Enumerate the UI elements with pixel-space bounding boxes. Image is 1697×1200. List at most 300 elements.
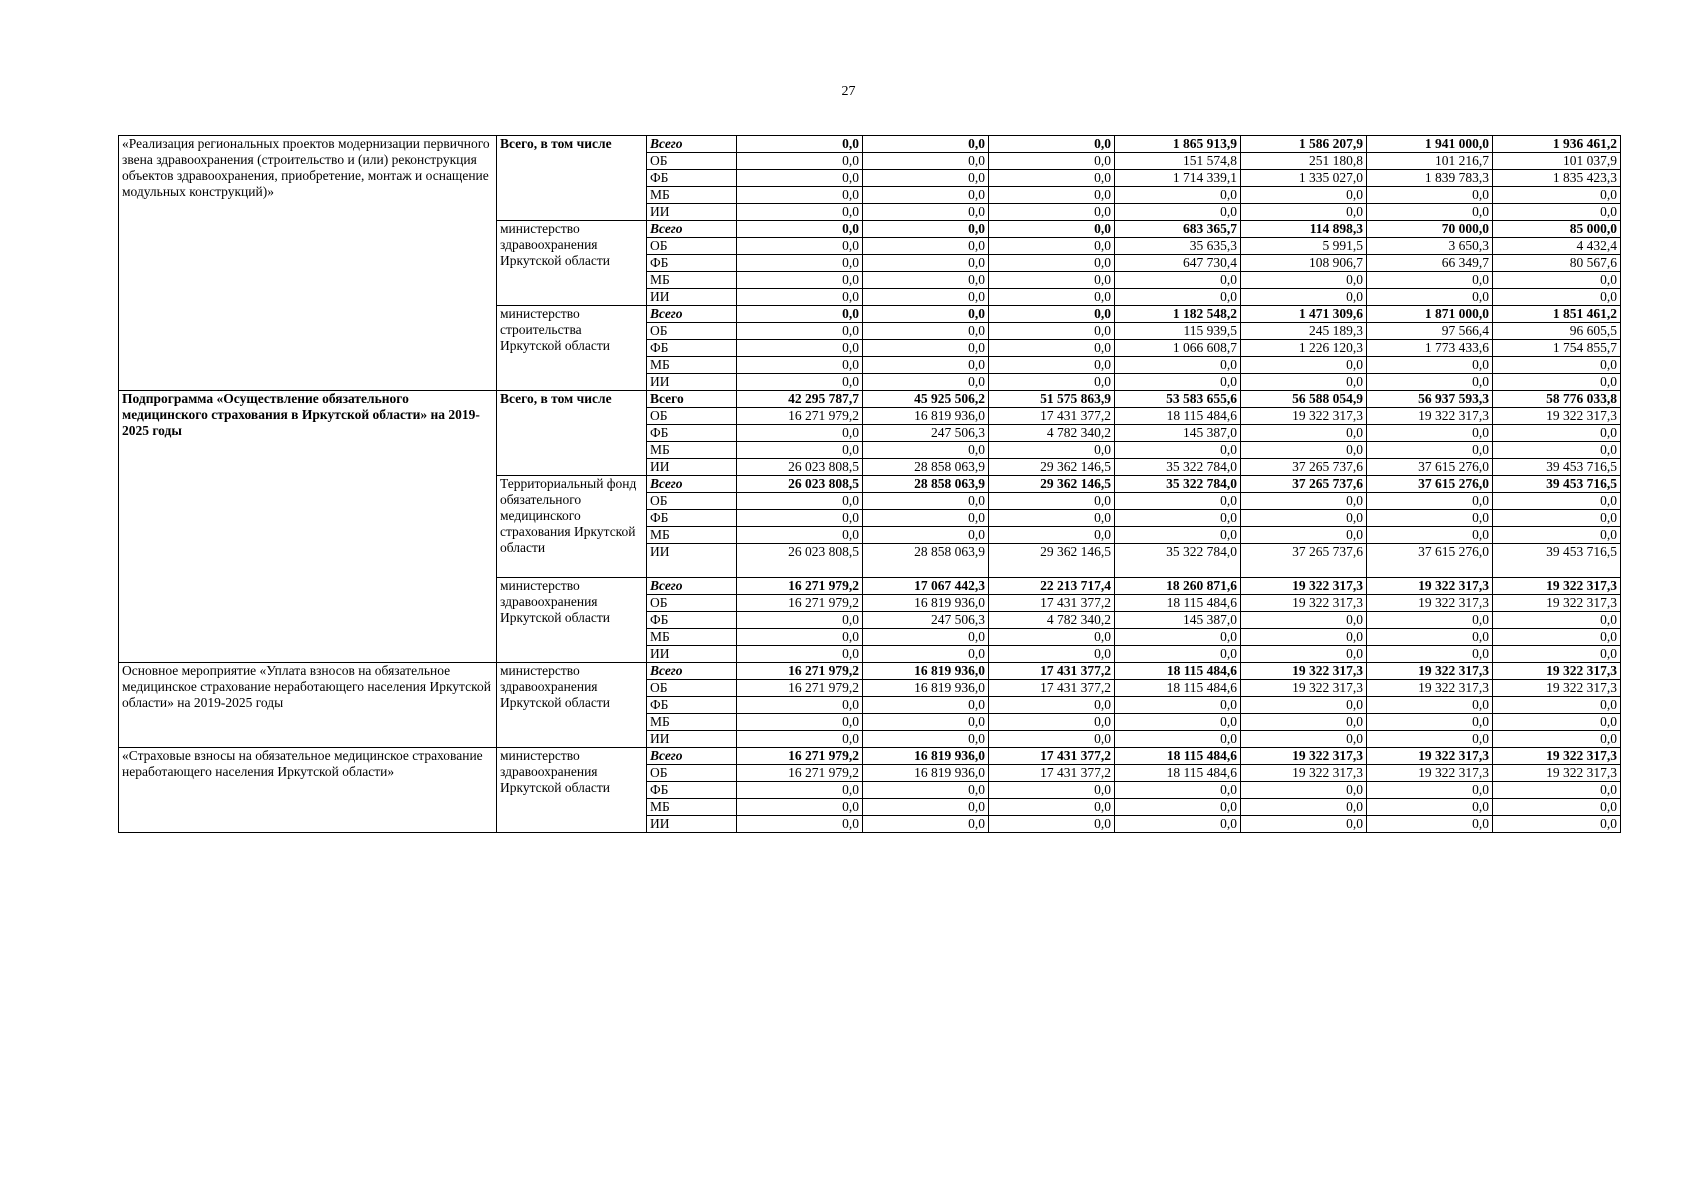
amount-cell: 1 839 783,3 [1367,170,1493,187]
funding-source-cell: ФБ [647,255,737,272]
amount-cell: 0,0 [1493,714,1621,731]
funding-source-cell: МБ [647,357,737,374]
amount-cell: 19 322 317,3 [1493,680,1621,697]
amount-cell: 18 115 484,6 [1115,748,1241,765]
amount-cell: 0,0 [737,153,863,170]
amount-cell: 0,0 [1367,493,1493,510]
amount-cell: 0,0 [1115,204,1241,221]
amount-cell: 51 575 863,9 [989,391,1115,408]
amount-cell: 0,0 [1367,612,1493,629]
amount-cell: 0,0 [1241,782,1367,799]
funding-source-cell: МБ [647,714,737,731]
amount-cell: 0,0 [863,204,989,221]
amount-cell: 0,0 [1241,799,1367,816]
amount-cell: 28 858 063,9 [863,544,989,578]
amount-cell: 80 567,6 [1493,255,1621,272]
amount-cell: 0,0 [863,136,989,153]
amount-cell: 18 115 484,6 [1115,595,1241,612]
funding-source-cell: Всего [647,136,737,153]
amount-cell: 0,0 [863,238,989,255]
amount-cell: 19 322 317,3 [1241,595,1367,612]
amount-cell: 1 865 913,9 [1115,136,1241,153]
amount-cell: 0,0 [737,425,863,442]
funding-source-cell: ИИ [647,459,737,476]
amount-cell: 4 782 340,2 [989,425,1115,442]
amount-cell: 0,0 [989,153,1115,170]
amount-cell: 0,0 [1493,204,1621,221]
amount-cell: 0,0 [1493,629,1621,646]
amount-cell: 0,0 [863,731,989,748]
amount-cell: 19 322 317,3 [1367,748,1493,765]
amount-cell: 26 023 808,5 [737,459,863,476]
amount-cell: 0,0 [989,272,1115,289]
amount-cell: 0,0 [989,510,1115,527]
amount-cell: 0,0 [1115,493,1241,510]
amount-cell: 17 431 377,2 [989,680,1115,697]
amount-cell: 19 322 317,3 [1367,595,1493,612]
amount-cell: 16 819 936,0 [863,595,989,612]
amount-cell: 1 754 855,7 [1493,340,1621,357]
funding-source-cell: ФБ [647,697,737,714]
funding-source-cell: ФБ [647,425,737,442]
amount-cell: 0,0 [737,323,863,340]
amount-cell: 0,0 [989,289,1115,306]
amount-cell: 22 213 717,4 [989,578,1115,595]
funding-source-cell: МБ [647,272,737,289]
amount-cell: 0,0 [989,136,1115,153]
funding-source-cell: ИИ [647,204,737,221]
amount-cell: 0,0 [737,612,863,629]
amount-cell: 0,0 [989,629,1115,646]
funding-source-cell: ИИ [647,289,737,306]
amount-cell: 0,0 [1241,612,1367,629]
amount-cell: 1 471 309,6 [1241,306,1367,323]
amount-cell: 37 615 276,0 [1367,544,1493,578]
amount-cell: 28 858 063,9 [863,459,989,476]
funding-source-cell: ИИ [647,816,737,833]
amount-cell: 0,0 [989,221,1115,238]
amount-cell: 16 271 979,2 [737,408,863,425]
amount-cell: 0,0 [989,357,1115,374]
funding-source-cell: ИИ [647,544,737,578]
amount-cell: 0,0 [1367,697,1493,714]
funding-source-cell: Всего [647,306,737,323]
amount-cell: 0,0 [1241,816,1367,833]
amount-cell: 0,0 [863,799,989,816]
amount-cell: 0,0 [1493,697,1621,714]
amount-cell: 0,0 [1367,714,1493,731]
amount-cell: 0,0 [863,170,989,187]
amount-cell: 5 991,5 [1241,238,1367,255]
table-row [119,748,1621,765]
amount-cell: 0,0 [737,170,863,187]
amount-cell: 647 730,4 [1115,255,1241,272]
program-description: Подпрограмма «Осуществление обязательного медицинского страхования в Иркутской области» на 2019-2025 годы [119,391,497,663]
executor-cell: Всего, в том числе [497,391,647,476]
amount-cell: 0,0 [1241,714,1367,731]
amount-cell: 0,0 [989,323,1115,340]
executor-cell: Территориальный фонд обязательного медицинского страхования Иркутской области [497,476,647,578]
amount-cell: 0,0 [1367,799,1493,816]
amount-cell: 19 322 317,3 [1367,578,1493,595]
amount-cell: 1 851 461,2 [1493,306,1621,323]
amount-cell: 17 431 377,2 [989,595,1115,612]
amount-cell: 0,0 [1367,510,1493,527]
amount-cell: 1 335 027,0 [1241,170,1367,187]
table-row [119,391,1621,408]
amount-cell: 19 322 317,3 [1241,663,1367,680]
amount-cell: 1 714 339,1 [1115,170,1241,187]
amount-cell: 0,0 [1493,612,1621,629]
amount-cell: 0,0 [737,340,863,357]
amount-cell: 0,0 [863,646,989,663]
amount-cell: 19 322 317,3 [1493,595,1621,612]
amount-cell: 0,0 [1115,527,1241,544]
amount-cell: 0,0 [1115,782,1241,799]
amount-cell: 37 615 276,0 [1367,476,1493,493]
amount-cell: 19 322 317,3 [1493,748,1621,765]
amount-cell: 70 000,0 [1367,221,1493,238]
amount-cell: 45 925 506,2 [863,391,989,408]
amount-cell: 101 216,7 [1367,153,1493,170]
amount-cell: 0,0 [863,289,989,306]
funding-source-cell: ОБ [647,408,737,425]
amount-cell: 0,0 [989,493,1115,510]
amount-cell: 16 271 979,2 [737,765,863,782]
funding-source-cell: МБ [647,799,737,816]
amount-cell: 1 835 423,3 [1493,170,1621,187]
amount-cell: 0,0 [989,731,1115,748]
amount-cell: 16 819 936,0 [863,408,989,425]
amount-cell: 0,0 [863,629,989,646]
amount-cell: 1 066 608,7 [1115,340,1241,357]
amount-cell: 0,0 [1115,731,1241,748]
amount-cell: 0,0 [863,374,989,391]
amount-cell: 0,0 [1367,629,1493,646]
amount-cell: 17 431 377,2 [989,663,1115,680]
page-number: 27 [841,84,856,99]
amount-cell: 0,0 [1241,731,1367,748]
amount-cell: 0,0 [1367,442,1493,459]
amount-cell: 17 431 377,2 [989,765,1115,782]
amount-cell: 0,0 [737,697,863,714]
amount-cell: 0,0 [737,255,863,272]
amount-cell: 0,0 [1241,442,1367,459]
amount-cell: 0,0 [1367,816,1493,833]
amount-cell: 0,0 [989,799,1115,816]
amount-cell: 56 588 054,9 [1241,391,1367,408]
amount-cell: 0,0 [1241,374,1367,391]
amount-cell: 0,0 [1241,629,1367,646]
amount-cell: 0,0 [1493,646,1621,663]
amount-cell: 53 583 655,6 [1115,391,1241,408]
amount-cell: 0,0 [737,799,863,816]
funding-source-cell: Всего [647,748,737,765]
amount-cell: 0,0 [863,306,989,323]
amount-cell: 145 387,0 [1115,612,1241,629]
amount-cell: 18 115 484,6 [1115,765,1241,782]
amount-cell: 0,0 [1493,425,1621,442]
amount-cell: 0,0 [1493,782,1621,799]
funding-source-cell: ОБ [647,153,737,170]
amount-cell: 19 322 317,3 [1493,408,1621,425]
amount-cell: 37 615 276,0 [1367,459,1493,476]
amount-cell: 0,0 [737,306,863,323]
amount-cell: 683 365,7 [1115,221,1241,238]
amount-cell: 35 322 784,0 [1115,476,1241,493]
amount-cell: 0,0 [989,816,1115,833]
funding-source-cell: Всего [647,391,737,408]
amount-cell: 0,0 [1493,442,1621,459]
amount-cell: 17 067 442,3 [863,578,989,595]
amount-cell: 18 260 871,6 [1115,578,1241,595]
amount-cell: 247 506,3 [863,425,989,442]
amount-cell: 18 115 484,6 [1115,408,1241,425]
amount-cell: 0,0 [863,255,989,272]
funding-source-cell: ФБ [647,782,737,799]
amount-cell: 42 295 787,7 [737,391,863,408]
amount-cell: 16 271 979,2 [737,680,863,697]
amount-cell: 0,0 [989,646,1115,663]
amount-cell: 0,0 [1367,782,1493,799]
amount-cell: 0,0 [1115,374,1241,391]
amount-cell: 0,0 [863,442,989,459]
amount-cell: 0,0 [1493,289,1621,306]
amount-cell: 0,0 [1241,646,1367,663]
amount-cell: 0,0 [863,187,989,204]
amount-cell: 19 322 317,3 [1241,578,1367,595]
funding-source-cell: ИИ [647,646,737,663]
amount-cell: 0,0 [1115,442,1241,459]
amount-cell: 0,0 [1367,204,1493,221]
funding-source-cell: ФБ [647,170,737,187]
amount-cell: 1 871 000,0 [1367,306,1493,323]
amount-cell: 96 605,5 [1493,323,1621,340]
amount-cell: 19 322 317,3 [1367,765,1493,782]
executor-cell: министерство здравоохранения Иркутской области [497,578,647,663]
funding-source-cell: ОБ [647,323,737,340]
amount-cell: 0,0 [737,731,863,748]
executor-cell: министерство здравоохранения Иркутской области [497,221,647,306]
amount-cell: 17 431 377,2 [989,408,1115,425]
amount-cell: 0,0 [1241,272,1367,289]
amount-cell: 0,0 [1241,357,1367,374]
table-row [119,136,1621,153]
amount-cell: 0,0 [1241,510,1367,527]
amount-cell: 39 453 716,5 [1493,544,1621,578]
funding-source-cell: Всего [647,578,737,595]
amount-cell: 0,0 [1493,799,1621,816]
amount-cell: 0,0 [737,289,863,306]
amount-cell: 39 453 716,5 [1493,459,1621,476]
amount-cell: 0,0 [1367,527,1493,544]
amount-cell: 0,0 [863,782,989,799]
funding-source-cell: МБ [647,527,737,544]
budget-table [118,135,1621,833]
amount-cell: 0,0 [1367,646,1493,663]
amount-cell: 0,0 [863,272,989,289]
amount-cell: 0,0 [863,323,989,340]
amount-cell: 19 322 317,3 [1367,408,1493,425]
amount-cell: 1 936 461,2 [1493,136,1621,153]
amount-cell: 0,0 [989,170,1115,187]
amount-cell: 16 819 936,0 [863,663,989,680]
program-description: «Страховые взносы на обязательное медицинское страхование неработающего населения Иркутской области» [119,748,497,833]
amount-cell: 0,0 [1367,425,1493,442]
amount-cell: 0,0 [1493,493,1621,510]
amount-cell: 0,0 [1115,187,1241,204]
amount-cell: 0,0 [1115,646,1241,663]
amount-cell: 4 782 340,2 [989,612,1115,629]
amount-cell: 16 271 979,2 [737,595,863,612]
amount-cell: 0,0 [737,646,863,663]
executor-cell: Всего, в том числе [497,136,647,221]
amount-cell: 0,0 [863,357,989,374]
amount-cell: 0,0 [1241,493,1367,510]
amount-cell: 0,0 [1367,374,1493,391]
amount-cell: 97 566,4 [1367,323,1493,340]
amount-cell: 19 322 317,3 [1367,680,1493,697]
amount-cell: 18 115 484,6 [1115,663,1241,680]
amount-cell: 0,0 [1115,697,1241,714]
funding-source-cell: ОБ [647,493,737,510]
amount-cell: 0,0 [1493,510,1621,527]
funding-source-cell: ФБ [647,340,737,357]
amount-cell: 0,0 [1367,357,1493,374]
amount-cell: 0,0 [737,714,863,731]
funding-source-cell: Всего [647,476,737,493]
amount-cell: 247 506,3 [863,612,989,629]
funding-source-cell: ОБ [647,680,737,697]
amount-cell: 56 937 593,3 [1367,391,1493,408]
amount-cell: 28 858 063,9 [863,476,989,493]
amount-cell: 0,0 [737,816,863,833]
amount-cell: 0,0 [989,340,1115,357]
funding-source-cell: ИИ [647,731,737,748]
amount-cell: 145 387,0 [1115,425,1241,442]
amount-cell: 1 773 433,6 [1367,340,1493,357]
amount-cell: 0,0 [989,306,1115,323]
amount-cell: 0,0 [1241,697,1367,714]
executor-cell: министерство здравоохранения Иркутской области [497,748,647,833]
amount-cell: 0,0 [863,493,989,510]
amount-cell: 0,0 [1493,816,1621,833]
amount-cell: 35 322 784,0 [1115,544,1241,578]
amount-cell: 16 819 936,0 [863,748,989,765]
amount-cell: 0,0 [1115,510,1241,527]
amount-cell: 19 322 317,3 [1493,765,1621,782]
amount-cell: 0,0 [1493,374,1621,391]
amount-cell: 0,0 [989,238,1115,255]
amount-cell: 0,0 [1493,187,1621,204]
amount-cell: 0,0 [1115,714,1241,731]
amount-cell: 0,0 [737,272,863,289]
amount-cell: 115 939,5 [1115,323,1241,340]
amount-cell: 4 432,4 [1493,238,1621,255]
amount-cell: 151 574,8 [1115,153,1241,170]
amount-cell: 19 322 317,3 [1241,765,1367,782]
amount-cell: 1 586 207,9 [1241,136,1367,153]
amount-cell: 0,0 [863,340,989,357]
amount-cell: 0,0 [1493,272,1621,289]
amount-cell: 0,0 [989,255,1115,272]
amount-cell: 0,0 [1241,425,1367,442]
amount-cell: 0,0 [737,442,863,459]
executor-cell: министерство здравоохранения Иркутской области [497,663,647,748]
amount-cell: 3 650,3 [1367,238,1493,255]
amount-cell: 0,0 [737,510,863,527]
amount-cell: 101 037,9 [1493,153,1621,170]
amount-cell: 0,0 [863,221,989,238]
amount-cell: 0,0 [1367,187,1493,204]
amount-cell: 0,0 [1493,731,1621,748]
amount-cell: 19 322 317,3 [1493,578,1621,595]
amount-cell: 251 180,8 [1241,153,1367,170]
amount-cell: 0,0 [989,697,1115,714]
funding-source-cell: МБ [647,442,737,459]
funding-source-cell: ОБ [647,238,737,255]
amount-cell: 0,0 [737,221,863,238]
amount-cell: 0,0 [1493,357,1621,374]
executor-cell: министерство строительства Иркутской области [497,306,647,391]
amount-cell: 1 226 120,3 [1241,340,1367,357]
table-body [119,136,1621,833]
amount-cell: 58 776 033,8 [1493,391,1621,408]
amount-cell: 0,0 [989,782,1115,799]
amount-cell: 108 906,7 [1241,255,1367,272]
amount-cell: 0,0 [737,136,863,153]
amount-cell: 0,0 [737,527,863,544]
amount-cell: 29 362 146,5 [989,544,1115,578]
amount-cell: 19 322 317,3 [1493,663,1621,680]
amount-cell: 26 023 808,5 [737,476,863,493]
amount-cell: 85 000,0 [1493,221,1621,238]
amount-cell: 0,0 [1115,816,1241,833]
amount-cell: 16 271 979,2 [737,578,863,595]
amount-cell: 0,0 [863,510,989,527]
amount-cell: 0,0 [737,187,863,204]
funding-source-cell: ИИ [647,374,737,391]
program-description: Основное мероприятие «Уплата взносов на обязательное медицинское страхование неработающего населения Иркутской области» на 2019-2025 годы [119,663,497,748]
amount-cell: 29 362 146,5 [989,476,1115,493]
amount-cell: 0,0 [1241,187,1367,204]
amount-cell: 0,0 [989,442,1115,459]
amount-cell: 0,0 [737,357,863,374]
amount-cell: 114 898,3 [1241,221,1367,238]
amount-cell: 16 271 979,2 [737,748,863,765]
amount-cell: 0,0 [1367,272,1493,289]
funding-source-cell: Всего [647,663,737,680]
amount-cell: 35 635,3 [1115,238,1241,255]
amount-cell: 19 322 317,3 [1241,680,1367,697]
amount-cell: 0,0 [989,714,1115,731]
table-row [119,663,1621,680]
amount-cell: 16 819 936,0 [863,765,989,782]
amount-cell: 16 271 979,2 [737,663,863,680]
amount-cell: 0,0 [989,527,1115,544]
amount-cell: 0,0 [1367,289,1493,306]
funding-source-cell: ФБ [647,612,737,629]
funding-source-cell: МБ [647,629,737,646]
amount-cell: 0,0 [989,187,1115,204]
amount-cell: 37 265 737,6 [1241,476,1367,493]
amount-cell: 19 322 317,3 [1241,408,1367,425]
amount-cell: 0,0 [863,697,989,714]
amount-cell: 29 362 146,5 [989,459,1115,476]
amount-cell: 37 265 737,6 [1241,459,1367,476]
amount-cell: 0,0 [737,782,863,799]
amount-cell: 0,0 [1115,799,1241,816]
